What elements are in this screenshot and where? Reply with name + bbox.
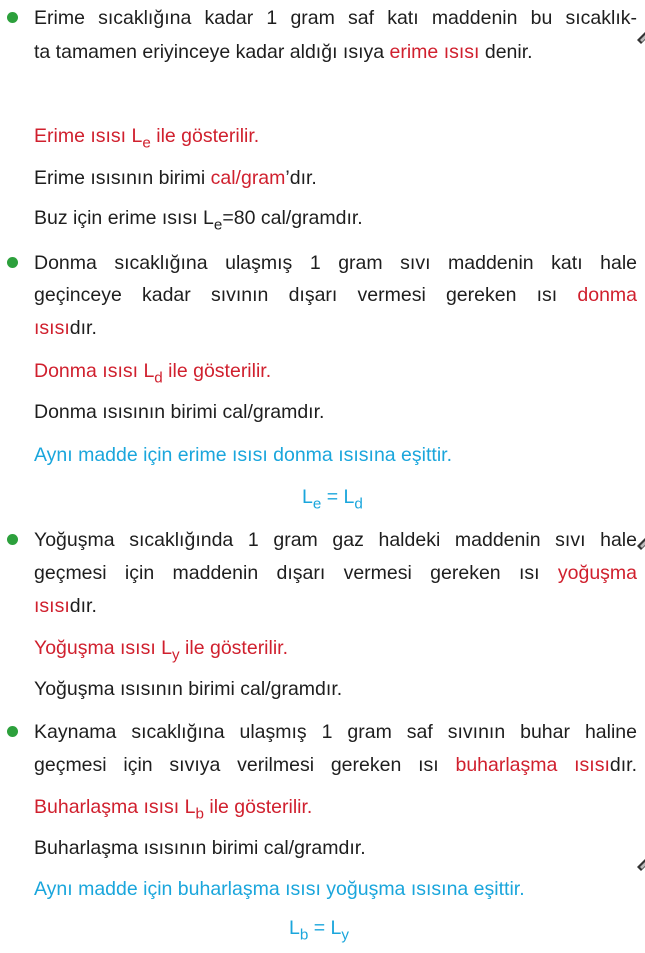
erime-unit	[34, 166, 317, 190]
donma-definition-line-2	[34, 283, 637, 307]
buharlasma-definition-line-1	[34, 720, 637, 744]
bullet-icon	[7, 726, 18, 737]
subscript: e	[312, 495, 322, 513]
erime-notation	[34, 124, 260, 152]
equation-lb-ly	[289, 916, 350, 944]
text-segment: Donma sıcaklığına ulaşmış 1 gram sıvı maddenin katı hale	[34, 252, 637, 274]
subscript: e	[142, 134, 151, 152]
donma-definition-line-1	[34, 251, 637, 275]
bullet-icon	[7, 257, 18, 268]
buharlasma-definition-line-2	[34, 753, 637, 777]
subscript: b	[195, 805, 204, 823]
buz-erime-value	[34, 206, 363, 234]
erime-definition-line-2	[34, 40, 533, 64]
bullet-icon	[7, 12, 18, 23]
buharlasma-yogusma-equality: Aynı madde için buharlaşma ısısı yoğuşma ısısına eşittir.	[34, 878, 525, 900]
text-segment: ile gösterilir.	[179, 637, 289, 659]
term-erime-isisi: erime ısısı	[389, 41, 480, 63]
text-segment: =80 cal/gramdır.	[222, 207, 363, 229]
text-segment: Donma ısısı L	[34, 360, 155, 382]
text-segment: geçmesi için sıvıya verilmesi gereken ısı	[34, 754, 456, 776]
text-segment: Kaynama sıcaklığına ulaşmış 1 gram saf sıvının buhar haline	[34, 721, 637, 743]
text-segment: Yoğuşma ısısı L	[34, 637, 173, 659]
text-segment: dır.	[69, 595, 97, 617]
yogusma-notation	[34, 636, 289, 664]
donma-definition-line-3	[34, 316, 97, 340]
text-segment: ta tamamen eriyinceye kadar aldığı ısıya	[34, 41, 390, 63]
subscript: y	[172, 646, 180, 664]
text-segment: Buharlaşma ısısı L	[34, 796, 196, 818]
erime-donma-equality: Aynı madde için erime ısısı donma ısısına eşittir.	[34, 444, 452, 466]
yogusma-unit: Yoğuşma ısısının birimi cal/gramdır.	[34, 678, 343, 700]
term-isisi: ısısı	[34, 595, 70, 617]
erime-definition-line-1	[34, 6, 637, 30]
unit-term: cal/gram	[210, 167, 286, 189]
subscript: b	[299, 926, 309, 944]
subscript: y	[341, 926, 350, 944]
bullet-icon	[7, 534, 18, 545]
text-segment: Buz için erime ısısı L	[34, 207, 214, 229]
term-buharlasma-isisi: buharlaşma ısısı	[455, 754, 610, 776]
term-yogusma: yoğuşma	[557, 562, 637, 584]
equation-le-ld	[302, 485, 363, 513]
yogusma-definition-line-3	[34, 594, 97, 618]
text-segment: dır.	[69, 317, 97, 339]
subscript: d	[154, 369, 163, 387]
text-segment: Erime ısısı L	[34, 125, 143, 147]
text-segment: L	[289, 917, 300, 939]
donma-notation	[34, 359, 272, 387]
term-isisi: ısısı	[34, 317, 70, 339]
buharlasma-notation	[34, 795, 313, 823]
text-segment: ’dır.	[285, 167, 317, 189]
text-segment: Erime ısısının birimi	[34, 167, 211, 189]
yogusma-definition-line-2	[34, 561, 637, 585]
subscript: e	[213, 216, 223, 234]
text-segment: L	[302, 486, 313, 508]
yogusma-definition-line-1	[34, 528, 637, 552]
text-segment: = L	[308, 917, 342, 939]
subscript: d	[354, 495, 363, 513]
text-segment: geçmesi için maddenin dışarı vermesi gereken ısı	[34, 562, 558, 584]
text-segment: = L	[321, 486, 355, 508]
text-segment: denir.	[479, 41, 533, 63]
page-clip-icon	[635, 31, 645, 47]
buharlasma-unit: Buharlaşma ısısının birimi cal/gramdır.	[34, 837, 366, 859]
term-donma: donma	[577, 284, 637, 306]
text-segment: ile gösterilir.	[203, 796, 313, 818]
page-clip-icon	[635, 858, 645, 874]
text-segment: dır.	[609, 754, 638, 776]
text-segment: Yoğuşma sıcaklığında 1 gram gaz haldeki maddenin sıvı hale	[34, 529, 637, 551]
text-segment: geçinceye kadar sıvının dışarı vermesi gereken ısı	[34, 284, 578, 306]
donma-unit: Donma ısısının birimi cal/gramdır.	[34, 401, 325, 423]
text-segment: ile gösterilir.	[162, 360, 272, 382]
text-segment: ile gösterilir.	[150, 125, 260, 147]
text-segment: Erime sıcaklığına kadar 1 gram saf katı maddenin bu sıcaklık-	[34, 7, 637, 29]
page-clip-icon	[635, 537, 645, 553]
